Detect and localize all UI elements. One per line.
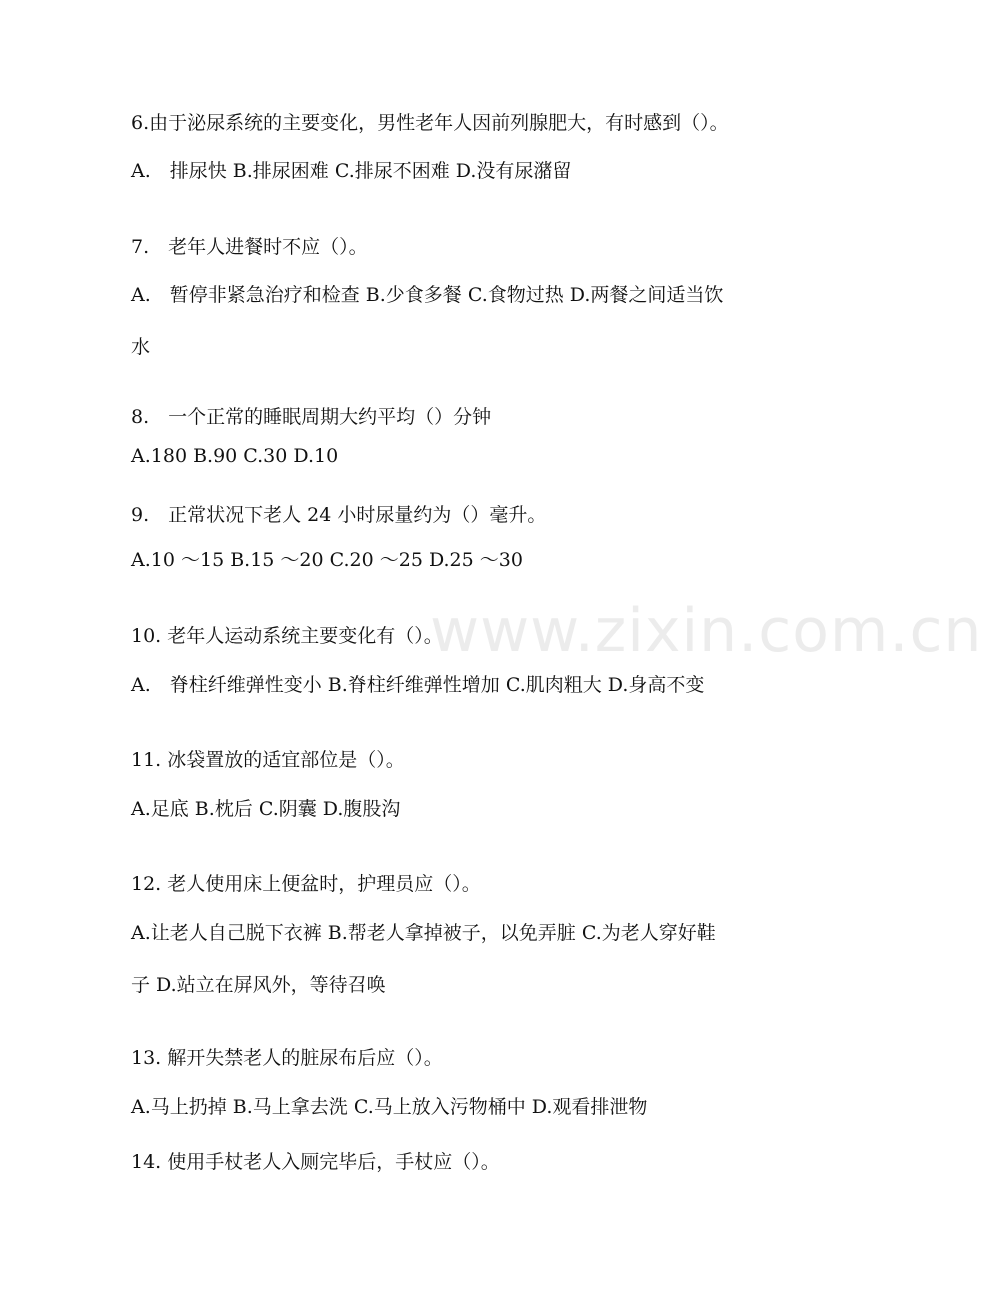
question-7-text: 7. 老年人进餐时不应（）。 [131,236,368,258]
question-8-options: A.180 B.90 C.30 D.10 [131,445,339,467]
question-7-options: A. 暂停非紧急治疗和检查 B.少食多餐 C.食物过热 D.两餐之间适当饮 [131,284,724,306]
question-11-text: 11. 冰袋置放的适宜部位是（）。 [131,749,405,771]
question-10-text: 10. 老年人运动系统主要变化有（）。 [131,625,443,647]
question-7-options-continued: 水 [131,336,151,358]
question-13-options: A.马上扔掉 B.马上拿去洗 C.马上放入污物桶中 D.观看排泄物 [131,1096,648,1118]
question-14-text: 14. 使用手杖老人入厕完毕后，手杖应（）。 [131,1151,500,1173]
question-9-options: A.10 ～15 B.15 ～20 C.20 ～25 D.25 ～30 [131,549,523,571]
question-8-text: 8. 一个正常的睡眠周期大约平均（）分钟 [131,406,492,428]
question-6-options: A. 排尿快 B.排尿困难 C.排尿不困难 D.没有尿潴留 [131,160,572,182]
question-6-text: 6.由于泌尿系统的主要变化，男性老年人因前列腺肥大，有时感到（）。 [131,112,729,134]
question-9-text: 9. 正常状况下老人 24 小时尿量约为（）毫升。 [131,504,547,526]
question-10-options: A. 脊柱纤维弹性变小 B.脊柱纤维弹性增加 C.肌肉粗大 D.身高不变 [131,674,705,696]
question-12-text: 12. 老人使用床上便盆时，护理员应（）。 [131,873,481,895]
watermark: www.zixin.com.cn [430,596,982,666]
question-11-options: A.足底 B.枕后 C.阴囊 D.腹股沟 [131,798,401,820]
question-12-options: A.让老人自己脱下衣裤 B.帮老人拿掉被子，以免弄脏 C.为老人穿好鞋 [131,922,716,944]
question-12-options-continued: 子 D.站立在屏风外，等待召唤 [131,974,386,996]
question-13-text: 13. 解开失禁老人的脏尿布后应（）。 [131,1047,443,1069]
